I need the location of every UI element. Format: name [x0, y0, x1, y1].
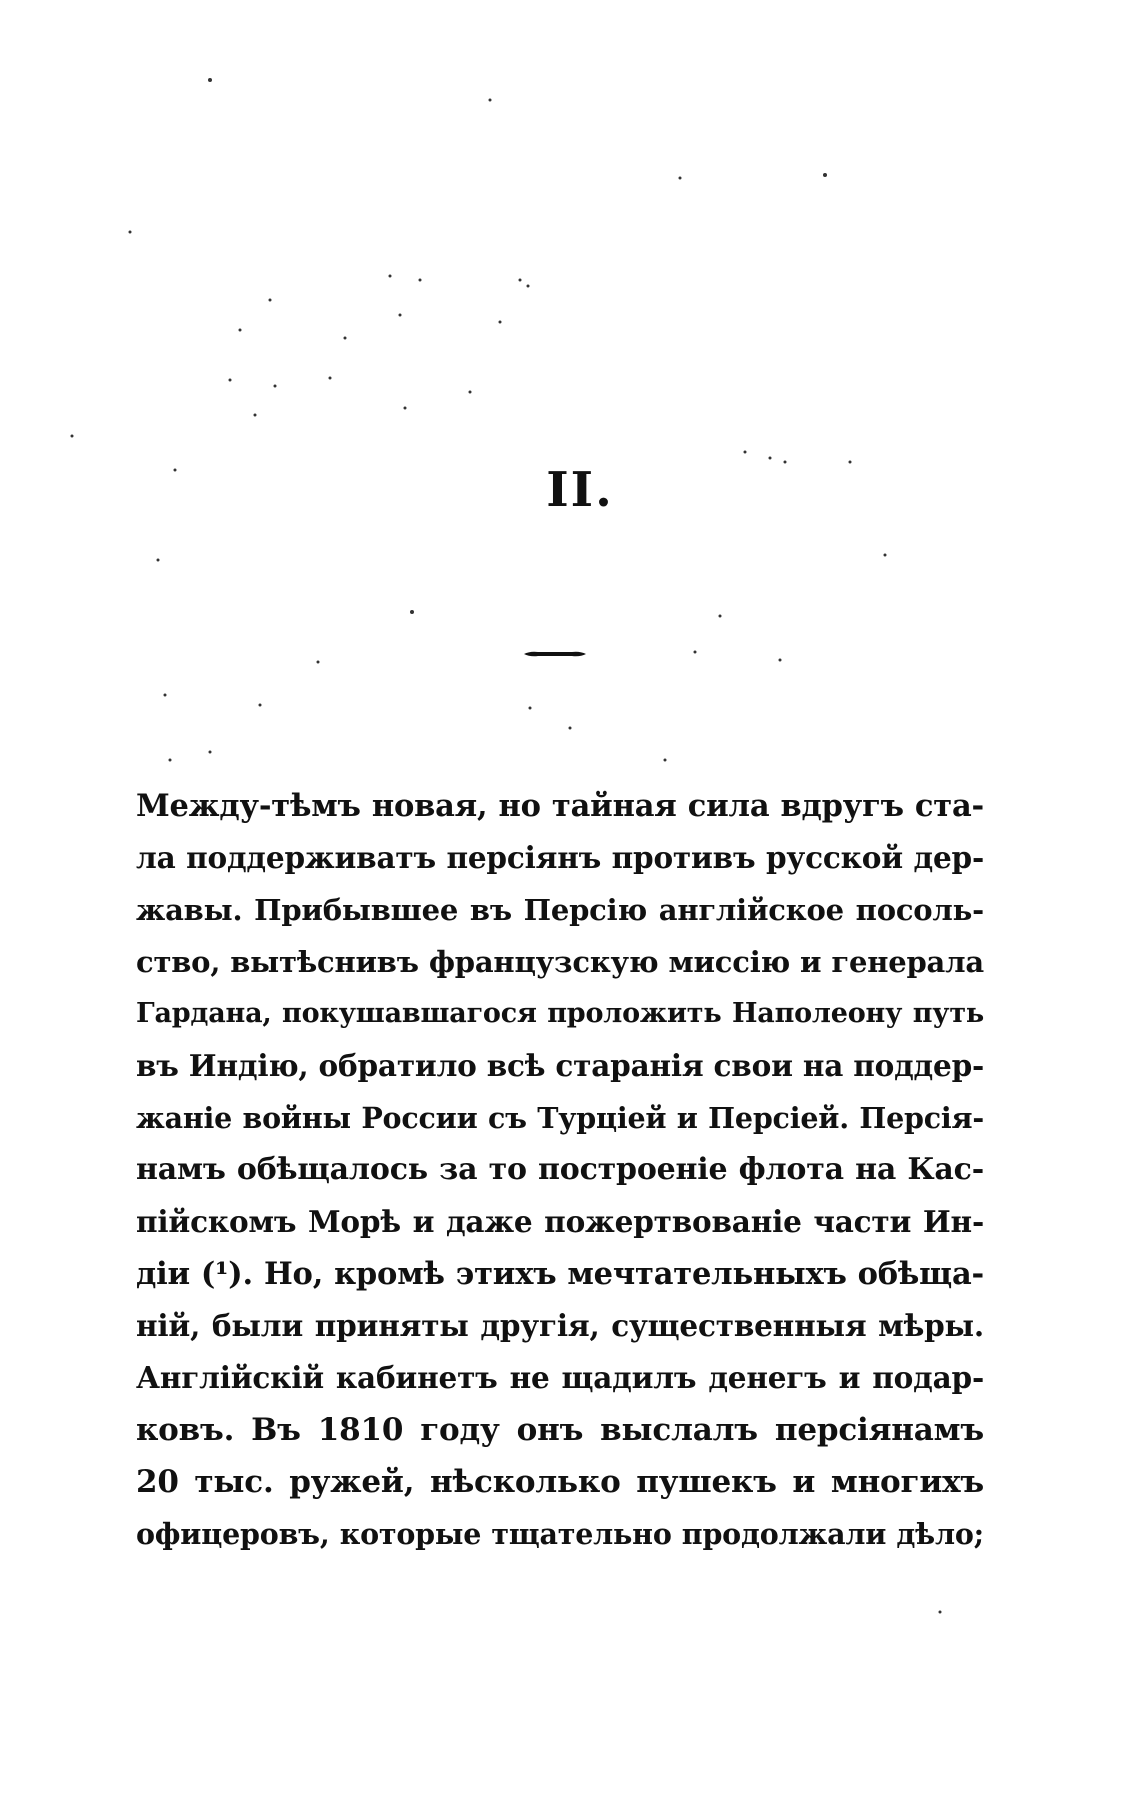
text-line: жаніе войны России съ Турціей и Персіей. Персія- [136, 1101, 984, 1135]
text-line: въ Индію, обратило всѣ старанія свои на поддер- [136, 1048, 984, 1083]
text-line: жавы. Прибывшее въ Персію англійское посоль- [136, 893, 984, 927]
text-line: ковъ. Въ 1810 году онъ выслалъ персіянамъ [136, 1412, 984, 1448]
chapter-number: II. [546, 462, 614, 518]
text-line: 20 тыс. ружей, нѣсколько пушекъ и многихъ [136, 1464, 984, 1500]
text-line: намъ обѣщалось за то построеніе флота на Кас- [136, 1152, 984, 1187]
body-text [136, 780, 984, 1560]
text-line: Гардана, покушавшагося проложить Наполеону путь [136, 998, 984, 1029]
ornament-rule [524, 650, 586, 658]
text-line: ній, были приняты другія, существенныя мѣры. [136, 1308, 984, 1343]
text-line: ство, вытѣснивъ французскую миссію и генерала [136, 945, 984, 979]
text-line: офицеровъ, которые тщательно продолжали дѣло; [136, 1517, 984, 1551]
text-line: діи (¹). Но, кромѣ этихъ мечтательныхъ обѣща- [136, 1256, 984, 1292]
text-line: Между-тѣмъ новая, но тайная сила вдругъ ста- [136, 788, 984, 824]
text-line: пійскомъ Морѣ и даже пожертвованіе части Ин- [136, 1204, 984, 1239]
text-line: Англійскій кабинетъ не щадилъ денегъ и подар- [136, 1360, 984, 1395]
text-line: ла поддерживатъ персіянъ противъ русской дер- [136, 840, 984, 875]
